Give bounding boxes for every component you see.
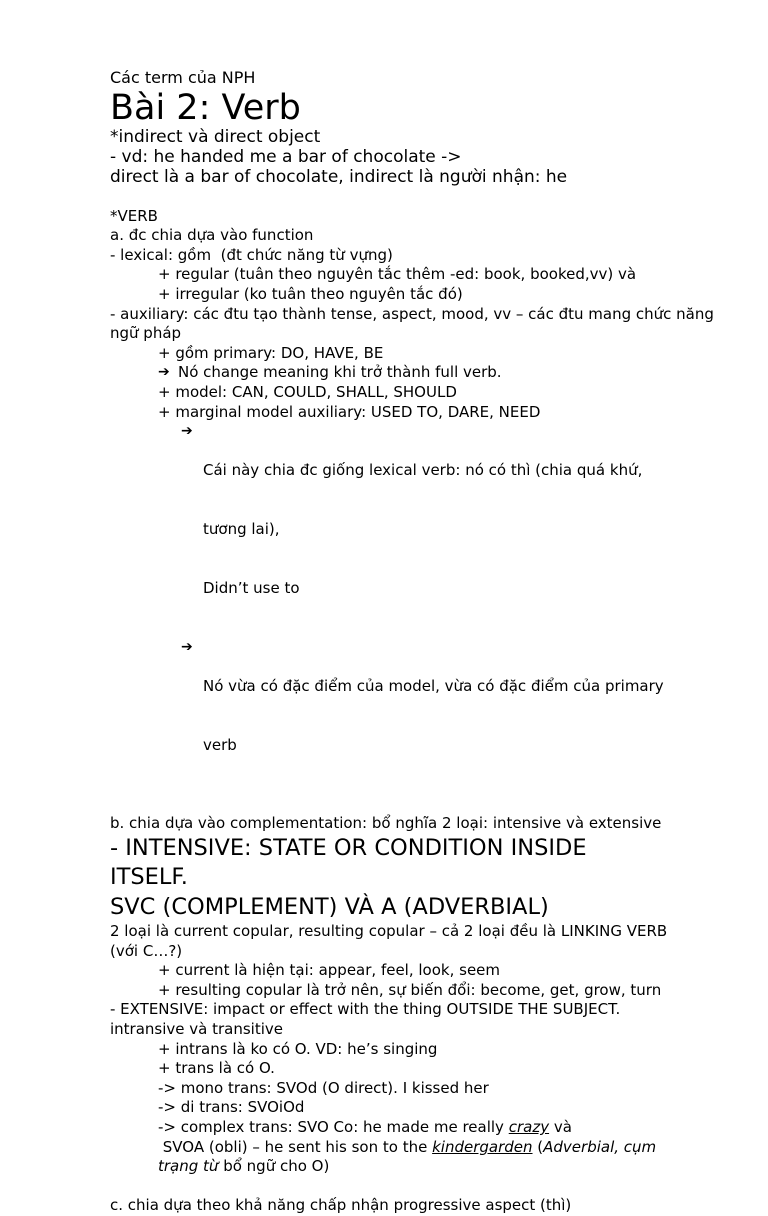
spacer <box>110 187 730 207</box>
copular-line: (với C…?) <box>110 941 183 960</box>
svoa-text: SVOA (obli) – he sent his son to the <box>158 1137 433 1156</box>
extensive-line: - EXTENSIVE: impact or effect with the thing OUTSIDE THE SUBJECT. <box>110 1000 621 1019</box>
section-a-line: a. đc chia dựa vào function <box>110 226 314 245</box>
svoa-italic: trạng từ <box>158 1157 219 1176</box>
arrow-item-line: Didn’t use to <box>203 578 300 597</box>
spacer <box>110 794 730 814</box>
marginal-arrow-item <box>110 638 730 795</box>
extensive-item: + intrans là ko có O. VD: he’s singing <box>158 1039 438 1058</box>
extensive-item: -> di trans: SVOiOd <box>158 1098 305 1117</box>
complex-text: -> complex trans: SVO Co: he made me really <box>158 1118 509 1137</box>
intro-line: direct là a bar of chocolate, indirect là người nhận: he <box>110 167 568 187</box>
section-c-line: c. chia dựa theo khả năng chấp nhận progressive aspect (thì) <box>110 1196 572 1215</box>
right-arrow-icon: ➔ <box>181 638 193 655</box>
svoa-text: ( <box>532 1137 544 1156</box>
arrow-item-line: Cái này chia đc giống lexical verb: nó có thì (chia quá khứ, <box>203 461 643 480</box>
doc-title: Bài 2: Verb <box>110 88 301 128</box>
intro-line: *indirect và direct object <box>110 127 321 147</box>
arrow-item-text: Nó change meaning khi trở thành full verb. <box>178 363 502 382</box>
lexical-item: + irregular (ko tuân theo nguyên tắc đó) <box>158 284 463 303</box>
intensive-heading-line: - INTENSIVE: STATE OR CONDITION INSIDE <box>110 834 587 861</box>
copular-item: + current là hiện tại: appear, feel, look, seem <box>158 961 501 980</box>
lexical-item: + regular (tuân theo nguyên tắc thêm -ed: book, booked,vv) và <box>158 265 637 284</box>
intensive-heading-line: SVC (COMPLEMENT) VÀ A (ADVERBIAL) <box>110 893 549 920</box>
complex-trans-item <box>110 1118 730 1138</box>
copular-line: 2 loại là current copular, resulting copular – cả 2 loại đều là LINKING VERB <box>110 922 668 941</box>
svoa-item <box>110 1138 730 1158</box>
svoa-text: bổ ngữ cho O) <box>218 1157 330 1176</box>
svoa-item-cont <box>110 1157 730 1177</box>
marginal-arrow-item <box>110 422 730 638</box>
auxiliary-paragraph: - auxiliary: các đtu tạo thành tense, aspect, mood, vv – các đtu mang chức năng ngữ pháp <box>110 304 719 343</box>
arrow-item-line: tương lai), <box>203 520 280 539</box>
extensive-item: -> mono trans: SVOd (O direct). I kissed her <box>158 1078 489 1097</box>
aux-primary-item: + gồm primary: DO, HAVE, BE <box>158 343 384 362</box>
complex-example-word: crazy <box>508 1118 550 1137</box>
document-body <box>110 68 730 1216</box>
intro-line: - vd: he handed me a bar of chocolate -> <box>110 147 462 167</box>
right-arrow-icon: ➔ <box>181 423 193 440</box>
verb-heading: *VERB <box>110 206 158 225</box>
svoa-example-word: kindergarden <box>432 1137 533 1156</box>
arrow-item-line: Nó vừa có đặc điểm của model, vừa có đặc điểm của primary <box>203 676 664 695</box>
section-b-line: b. chia dựa vào complementation: bổ nghĩa 2 loại: intensive và extensive <box>110 814 662 832</box>
right-arrow-icon: ➔ <box>158 364 170 381</box>
lexical-line: - lexical: gồm (đt chức năng từ vựng) <box>110 245 393 264</box>
aux-marginal-item: + marginal model auxiliary: USED TO, DARE, NEED <box>158 402 541 421</box>
aux-primary-arrow-item <box>110 363 730 383</box>
aux-model-item: + model: CAN, COULD, SHALL, SHOULD <box>158 382 457 401</box>
spacer <box>110 1177 730 1197</box>
extensive-item: + trans là có O. <box>158 1059 275 1078</box>
intensive-heading-line: ITSELF. <box>110 864 188 891</box>
svoa-italic: Adverbial, cụm <box>543 1137 657 1156</box>
extensive-line: intransive và transitive <box>110 1020 283 1039</box>
arrow-item-line: verb <box>203 735 237 754</box>
copular-item: + resulting copular là trở nên, sự biến đổi: become, get, grow, turn <box>158 980 662 999</box>
doc-subtitle: Các term của NPH <box>110 68 256 87</box>
complex-text: và <box>549 1118 572 1137</box>
